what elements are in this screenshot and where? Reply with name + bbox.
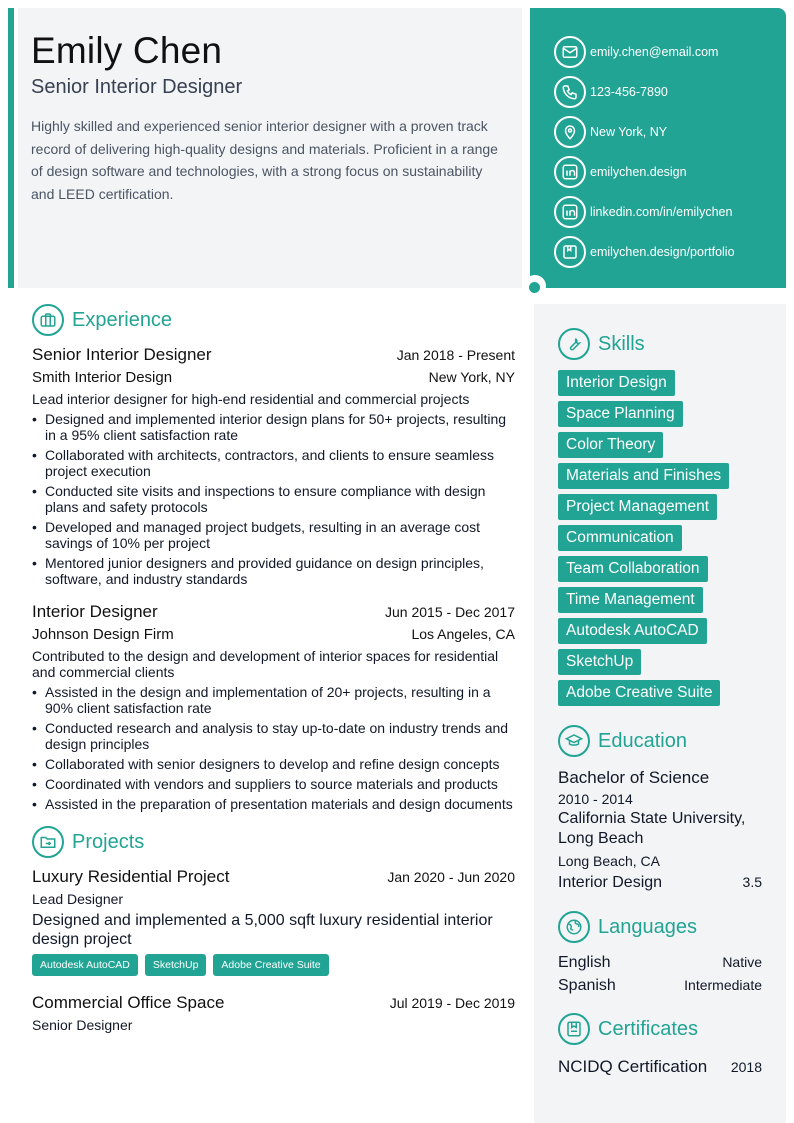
contact-website[interactable]	[554, 152, 786, 192]
education-degree: Bachelor of Science	[558, 768, 710, 787]
certificates-heading	[558, 1011, 762, 1047]
bullet-item: • Collaborated with senior designers to develop and refine design concepts	[32, 756, 515, 772]
contact-location	[554, 112, 786, 152]
bullet-item: • Conducted research and analysis to stay up-to-date on industry trends and design principles	[32, 720, 515, 752]
job-company: Johnson Design Firm	[32, 626, 174, 643]
bullet-item: • Collaborated with architects, contractors, and clients to ensure seamless project execution	[32, 447, 515, 479]
project-tag: SketchUp	[145, 954, 207, 976]
languages-heading	[558, 909, 762, 945]
contact-portfolio[interactable]	[554, 232, 786, 272]
job-description: Contributed to the design and development of interior spaces for residential and commercial clients	[32, 648, 499, 680]
project-dates: Jan 2020 - Jun 2020	[387, 869, 515, 885]
wrench-icon	[558, 328, 590, 360]
job-title: Senior Interior Designer	[31, 76, 243, 98]
project-description: Designed and implemented a 5,000 sqft luxury residential interior design project	[32, 912, 493, 948]
skills-heading	[558, 326, 762, 362]
section-title: Certificates	[598, 1017, 699, 1040]
contact-phone-text: 123-456-7890	[590, 85, 668, 99]
certificate-name: NCIDQ Certification	[558, 1057, 708, 1076]
skill-chip: Time Management	[558, 587, 703, 613]
skill-chip: SketchUp	[558, 649, 641, 675]
section-title: Projects	[72, 830, 145, 853]
contact-panel	[530, 8, 786, 288]
languages-list	[558, 951, 762, 997]
bullet-item: • Assisted in the preparation of presentation materials and design documents	[32, 796, 515, 812]
education-field: Interior Design	[558, 874, 663, 891]
job-location: New York, NY	[428, 369, 515, 385]
job-company: Smith Interior Design	[32, 369, 173, 386]
person-name: Emily Chen	[31, 30, 223, 71]
project-role: Senior Designer	[32, 1017, 133, 1033]
job-entry	[32, 344, 515, 587]
contact-linkedin[interactable]	[554, 192, 786, 232]
skill-chip: Project Management	[558, 494, 717, 520]
education-gpa: 3.5	[742, 874, 762, 890]
globe-icon	[558, 911, 590, 943]
project-tag: Adobe Creative Suite	[213, 954, 328, 976]
header	[18, 8, 522, 288]
linkedin-icon	[554, 196, 586, 228]
linkedin-icon	[554, 156, 586, 188]
language-row	[558, 951, 762, 974]
contact-portfolio-text: emilychen.design/portfolio	[590, 245, 735, 259]
accent-bar	[8, 8, 14, 288]
skill-chip: Interior Design	[558, 370, 675, 396]
certificate-year: 2018	[730, 1059, 762, 1075]
contact-phone[interactable]	[554, 72, 786, 112]
contact-location-text: New York, NY	[590, 125, 668, 139]
notch-dot	[529, 282, 540, 293]
project-entry	[32, 992, 515, 1036]
job-description: Lead interior designer for high-end residential and commercial projects	[32, 391, 470, 407]
mail-icon	[554, 36, 586, 68]
education-school: California State University, Long Beach	[558, 810, 746, 847]
bullet-item: • Coordinated with vendors and suppliers to source materials and products	[32, 776, 515, 792]
bullet-item: • Conducted site visits and inspections to ensure compliance with design plans and safety protocols	[32, 483, 515, 515]
bullet-item: • Designed and implemented interior design plans for 50+ projects, resulting in a 95% client satisfaction rate	[32, 411, 515, 443]
phone-icon	[554, 76, 586, 108]
project-role: Lead Designer	[32, 891, 124, 907]
contact-linkedin-text: linkedin.com/in/emilychen	[590, 205, 733, 219]
contact-website-text: emilychen.design	[590, 165, 687, 179]
certificate-icon	[558, 1013, 590, 1045]
job-role: Senior Interior Designer	[32, 345, 212, 364]
projects-heading	[32, 824, 515, 860]
language-level: Intermediate	[684, 977, 762, 993]
briefcase-icon	[32, 304, 64, 336]
education-location: Long Beach, CA	[558, 853, 660, 869]
job-entry	[32, 601, 515, 812]
section-title: Skills	[598, 332, 645, 355]
job-location: Los Angeles, CA	[411, 626, 515, 642]
project-tag: Autodesk AutoCAD	[32, 954, 138, 976]
experience-heading	[32, 302, 515, 338]
education-years: 2010 - 2014	[558, 791, 633, 807]
skill-chip: Team Collaboration	[558, 556, 708, 582]
job-bullets	[32, 411, 515, 587]
summary: Highly skilled and experienced senior interior designer with a proven track record of delivering high-quality designs and materials. Proficient in a range of design software and technologies, with a strong focus on sustainability and LEED certification.	[31, 118, 498, 203]
project-name: Luxury Residential Project	[32, 867, 230, 886]
project-dates: Jul 2019 - Dec 2019	[389, 995, 515, 1011]
contact-email-text: emily.chen@email.com	[590, 45, 719, 59]
job-bullets	[32, 684, 515, 812]
job-dates: Jan 2018 - Present	[396, 347, 515, 363]
certificate-row	[558, 1057, 762, 1077]
section-title: Education	[598, 729, 687, 752]
project-tags	[32, 954, 515, 976]
folder-icon	[32, 826, 64, 858]
language-level: Native	[722, 954, 762, 970]
skill-chip: Color Theory	[558, 432, 663, 458]
graduation-cap-icon	[558, 725, 590, 757]
skill-chip: Materials and Finishes	[558, 463, 729, 489]
section-title: Experience	[72, 308, 173, 331]
education-field-row	[558, 872, 762, 893]
bullet-item: • Mentored junior designers and provided guidance on design principles, software, and industry standards	[32, 555, 515, 587]
location-pin-icon	[554, 116, 586, 148]
contact-email[interactable]	[554, 32, 786, 72]
skill-chip: Communication	[558, 525, 682, 551]
skill-chip: Adobe Creative Suite	[558, 680, 720, 706]
main-column	[32, 302, 515, 1036]
job-role: Interior Designer	[32, 602, 158, 621]
skill-chip: Autodesk AutoCAD	[558, 618, 707, 644]
portfolio-icon	[554, 236, 586, 268]
language-name: English	[558, 954, 611, 971]
language-name: Spanish	[558, 977, 616, 994]
skills-list	[558, 370, 762, 711]
project-name: Commercial Office Space	[32, 993, 225, 1012]
job-dates: Jun 2015 - Dec 2017	[385, 604, 515, 620]
project-entry	[32, 866, 515, 976]
language-row	[558, 974, 762, 997]
sidebar	[534, 304, 786, 1123]
skill-chip: Space Planning	[558, 401, 683, 427]
education-heading	[558, 723, 762, 759]
section-title: Languages	[598, 915, 697, 938]
bullet-item: • Assisted in the design and implementation of 20+ projects, resulting in a 90% client satisfaction rate	[32, 684, 515, 716]
bullet-item: • Developed and managed project budgets, resulting in an average cost savings of 10% per project	[32, 519, 515, 551]
